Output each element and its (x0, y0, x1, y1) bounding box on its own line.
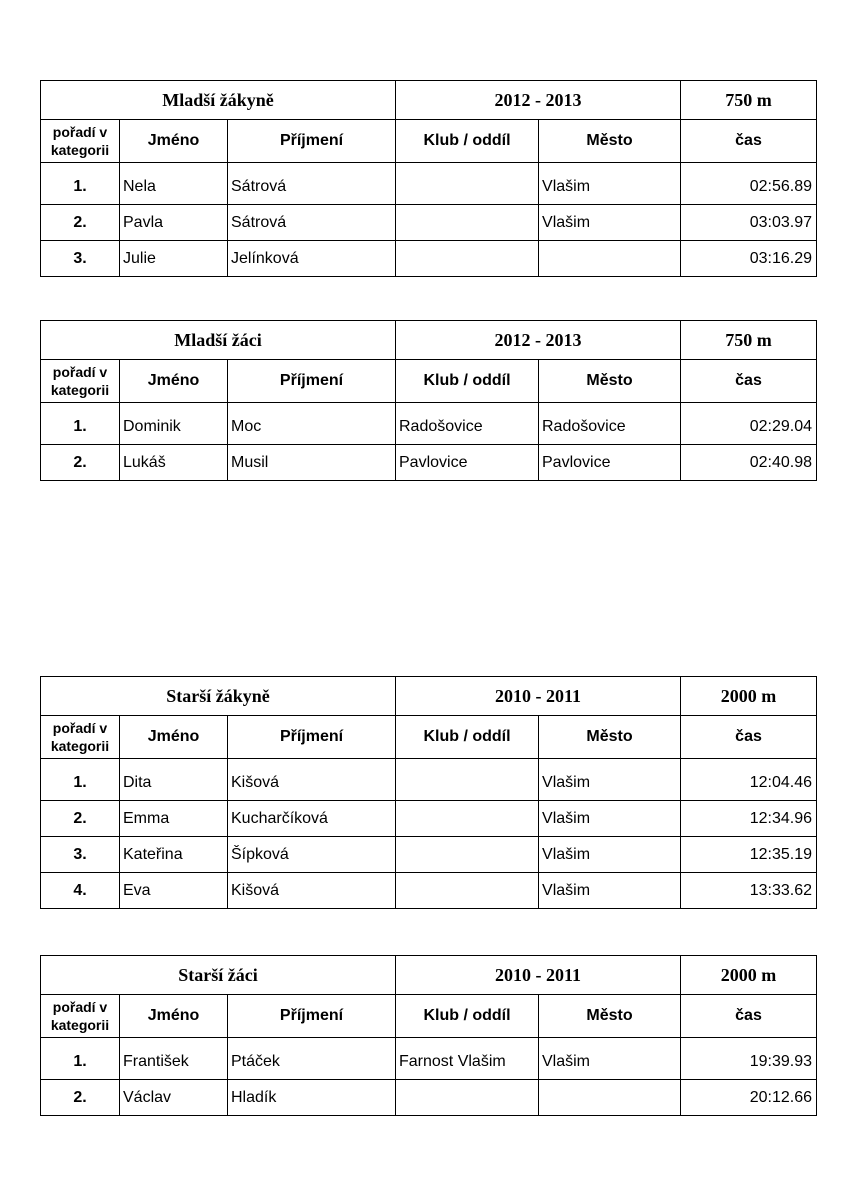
first-name-header: Jméno (120, 716, 228, 759)
first-name-cell: Kateřina (120, 837, 228, 873)
time-cell: 20:12.66 (681, 1080, 817, 1116)
city-header: Město (539, 995, 681, 1038)
rank-header: pořadí v kategorii (41, 360, 120, 403)
table-row (41, 1080, 817, 1116)
last-name-header: Příjmení (228, 360, 396, 403)
city-header: Město (539, 360, 681, 403)
club-cell: Farnost Vlašim (396, 1038, 539, 1080)
city-cell: Vlašim (539, 801, 681, 837)
last-name-cell: Šípková (228, 837, 396, 873)
table-row (41, 1038, 817, 1080)
time-cell: 12:34.96 (681, 801, 817, 837)
first-name-cell: Dominik (120, 403, 228, 445)
rank-cell: 1. (41, 759, 120, 801)
last-name-cell: Kucharčíková (228, 801, 396, 837)
city-cell (539, 1080, 681, 1116)
city-cell: Radošovice (539, 403, 681, 445)
club-cell (396, 837, 539, 873)
time-cell: 12:04.46 (681, 759, 817, 801)
first-name-cell: Emma (120, 801, 228, 837)
category-years: 2010 - 2011 (396, 956, 681, 995)
last-name-header: Příjmení (228, 716, 396, 759)
club-cell (396, 801, 539, 837)
time-cell: 03:03.97 (681, 205, 817, 241)
club-cell (396, 241, 539, 277)
category-distance: 750 m (681, 81, 817, 120)
rank-cell: 3. (41, 241, 120, 277)
last-name-cell: Musil (228, 445, 396, 481)
table-row (41, 873, 817, 909)
time-cell: 19:39.93 (681, 1038, 817, 1080)
rank-cell: 1. (41, 403, 120, 445)
table-title-row (41, 321, 817, 360)
rank-header: pořadí v kategorii (41, 716, 120, 759)
club-header: Klub / oddíl (396, 995, 539, 1038)
first-name-cell: Eva (120, 873, 228, 909)
first-name-cell: Julie (120, 241, 228, 277)
category-distance: 2000 m (681, 677, 817, 716)
last-name-header: Příjmení (228, 120, 396, 163)
city-cell: Vlašim (539, 873, 681, 909)
time-cell: 13:33.62 (681, 873, 817, 909)
last-name-cell: Hladík (228, 1080, 396, 1116)
time-cell: 12:35.19 (681, 837, 817, 873)
last-name-cell: Sátrová (228, 205, 396, 241)
city-cell: Vlašim (539, 759, 681, 801)
results-table-mladsi-zaci (40, 320, 817, 481)
time-cell: 03:16.29 (681, 241, 817, 277)
rank-header: pořadí v kategorii (41, 120, 120, 163)
category-years: 2012 - 2013 (396, 81, 681, 120)
city-cell: Vlašim (539, 163, 681, 205)
club-cell (396, 163, 539, 205)
club-header: Klub / oddíl (396, 716, 539, 759)
first-name-cell: František (120, 1038, 228, 1080)
time-header: čas (681, 120, 817, 163)
first-name-header: Jméno (120, 995, 228, 1038)
column-header-row (41, 995, 817, 1038)
last-name-cell: Kišová (228, 759, 396, 801)
last-name-cell: Moc (228, 403, 396, 445)
last-name-cell: Sátrová (228, 163, 396, 205)
city-cell: Vlašim (539, 205, 681, 241)
table-title-row (41, 81, 817, 120)
time-cell: 02:29.04 (681, 403, 817, 445)
rank-cell: 1. (41, 163, 120, 205)
column-header-row (41, 120, 817, 163)
table-row (41, 801, 817, 837)
first-name-cell: Lukáš (120, 445, 228, 481)
city-cell (539, 241, 681, 277)
club-cell (396, 759, 539, 801)
column-header-row (41, 360, 817, 403)
results-table-mladsi-zakyne (40, 80, 817, 277)
rank-cell: 2. (41, 445, 120, 481)
club-cell: Pavlovice (396, 445, 539, 481)
results-table-starsi-zaci (40, 955, 817, 1116)
category-title: Mladší žáci (41, 321, 396, 360)
time-cell: 02:40.98 (681, 445, 817, 481)
first-name-header: Jméno (120, 120, 228, 163)
column-header-row (41, 716, 817, 759)
table-title-row (41, 677, 817, 716)
rank-cell: 2. (41, 1080, 120, 1116)
first-name-cell: Václav (120, 1080, 228, 1116)
first-name-cell: Dita (120, 759, 228, 801)
table-row (41, 837, 817, 873)
rank-cell: 1. (41, 1038, 120, 1080)
last-name-cell: Ptáček (228, 1038, 396, 1080)
city-cell: Vlašim (539, 837, 681, 873)
club-cell: Radošovice (396, 403, 539, 445)
club-cell (396, 1080, 539, 1116)
time-header: čas (681, 995, 817, 1038)
time-header: čas (681, 716, 817, 759)
last-name-cell: Kišová (228, 873, 396, 909)
category-years: 2010 - 2011 (396, 677, 681, 716)
category-distance: 750 m (681, 321, 817, 360)
category-title: Starší žákyně (41, 677, 396, 716)
city-cell: Pavlovice (539, 445, 681, 481)
category-years: 2012 - 2013 (396, 321, 681, 360)
category-title: Mladší žákyně (41, 81, 396, 120)
first-name-cell: Nela (120, 163, 228, 205)
time-cell: 02:56.89 (681, 163, 817, 205)
last-name-cell: Jelínková (228, 241, 396, 277)
club-header: Klub / oddíl (396, 360, 539, 403)
table-row (41, 445, 817, 481)
first-name-header: Jméno (120, 360, 228, 403)
first-name-cell: Pavla (120, 205, 228, 241)
table-row (41, 163, 817, 205)
rank-cell: 4. (41, 873, 120, 909)
table-title-row (41, 956, 817, 995)
table-row (41, 205, 817, 241)
time-header: čas (681, 360, 817, 403)
rank-cell: 2. (41, 801, 120, 837)
rank-header: pořadí v kategorii (41, 995, 120, 1038)
club-cell (396, 205, 539, 241)
city-header: Město (539, 120, 681, 163)
club-cell (396, 873, 539, 909)
city-cell: Vlašim (539, 1038, 681, 1080)
table-row (41, 759, 817, 801)
last-name-header: Příjmení (228, 995, 396, 1038)
city-header: Město (539, 716, 681, 759)
club-header: Klub / oddíl (396, 120, 539, 163)
table-row (41, 403, 817, 445)
table-row (41, 241, 817, 277)
rank-cell: 3. (41, 837, 120, 873)
category-distance: 2000 m (681, 956, 817, 995)
rank-cell: 2. (41, 205, 120, 241)
category-title: Starší žáci (41, 956, 396, 995)
results-table-starsi-zakyne (40, 676, 817, 909)
